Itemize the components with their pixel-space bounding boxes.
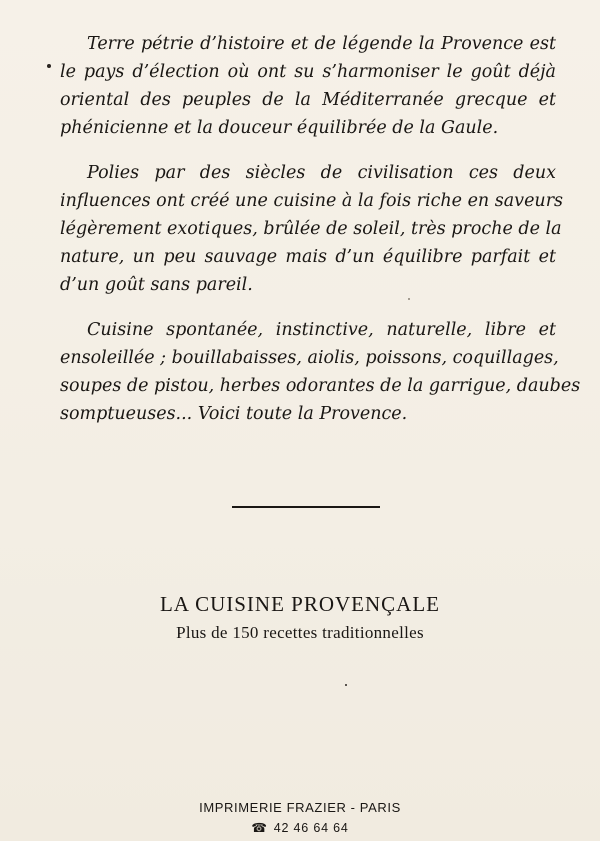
print-speck bbox=[47, 64, 51, 68]
text-line: phénicienne et la douceur équilibrée de la Gaule. bbox=[60, 118, 499, 138]
text-line: oriental des peuples de la Méditerranée grecque et bbox=[60, 90, 556, 110]
intro-paragraph-1 bbox=[60, 30, 556, 142]
divider-rule bbox=[232, 506, 380, 508]
book-subtitle: Plus de 150 recettes traditionnelles bbox=[176, 623, 424, 642]
phone-number: 42 46 64 64 bbox=[273, 821, 349, 835]
book-title: LA CUISINE PROVENÇALE bbox=[159, 592, 440, 616]
text-line: légèrement exotiques, brûlée de soleil, très proche de la bbox=[60, 219, 562, 239]
text-line: le pays d’élection où ont su s’harmoniser le goût déjà bbox=[60, 62, 556, 82]
telephone-icon: ☎ bbox=[251, 821, 268, 835]
text-line: influences ont créé une cuisine à la fois riche en saveurs bbox=[60, 191, 564, 211]
printer-phone bbox=[0, 820, 600, 835]
text-line: Cuisine spontanée, instinctive, naturelle, libre et bbox=[87, 320, 556, 340]
text-line: d’un goût sans pareil. bbox=[60, 275, 253, 295]
text-line: Polies par des siècles de civilisation ces deux bbox=[87, 163, 556, 183]
printer-name: IMPRIMERIE FRAZIER - PARIS bbox=[199, 800, 401, 815]
text-line: Terre pétrie d’histoire et de légende la Provence est bbox=[87, 34, 556, 54]
print-speck bbox=[345, 684, 347, 686]
text-line: somptueuses... Voici toute la Provence. bbox=[60, 404, 408, 424]
intro-text bbox=[60, 30, 581, 445]
text-line: soupes de pistou, herbes odorantes de la garrigue, daubes bbox=[60, 376, 581, 396]
intro-paragraph-3 bbox=[60, 316, 581, 428]
intro-paragraph-2 bbox=[60, 159, 564, 299]
text-line: ensoleillée ; bouillabaisses, aiolis, poissons, coquillages, bbox=[60, 348, 559, 368]
text-line: nature, un peu sauvage mais d’un équilibre parfait et bbox=[60, 247, 556, 267]
print-speck bbox=[408, 298, 410, 300]
